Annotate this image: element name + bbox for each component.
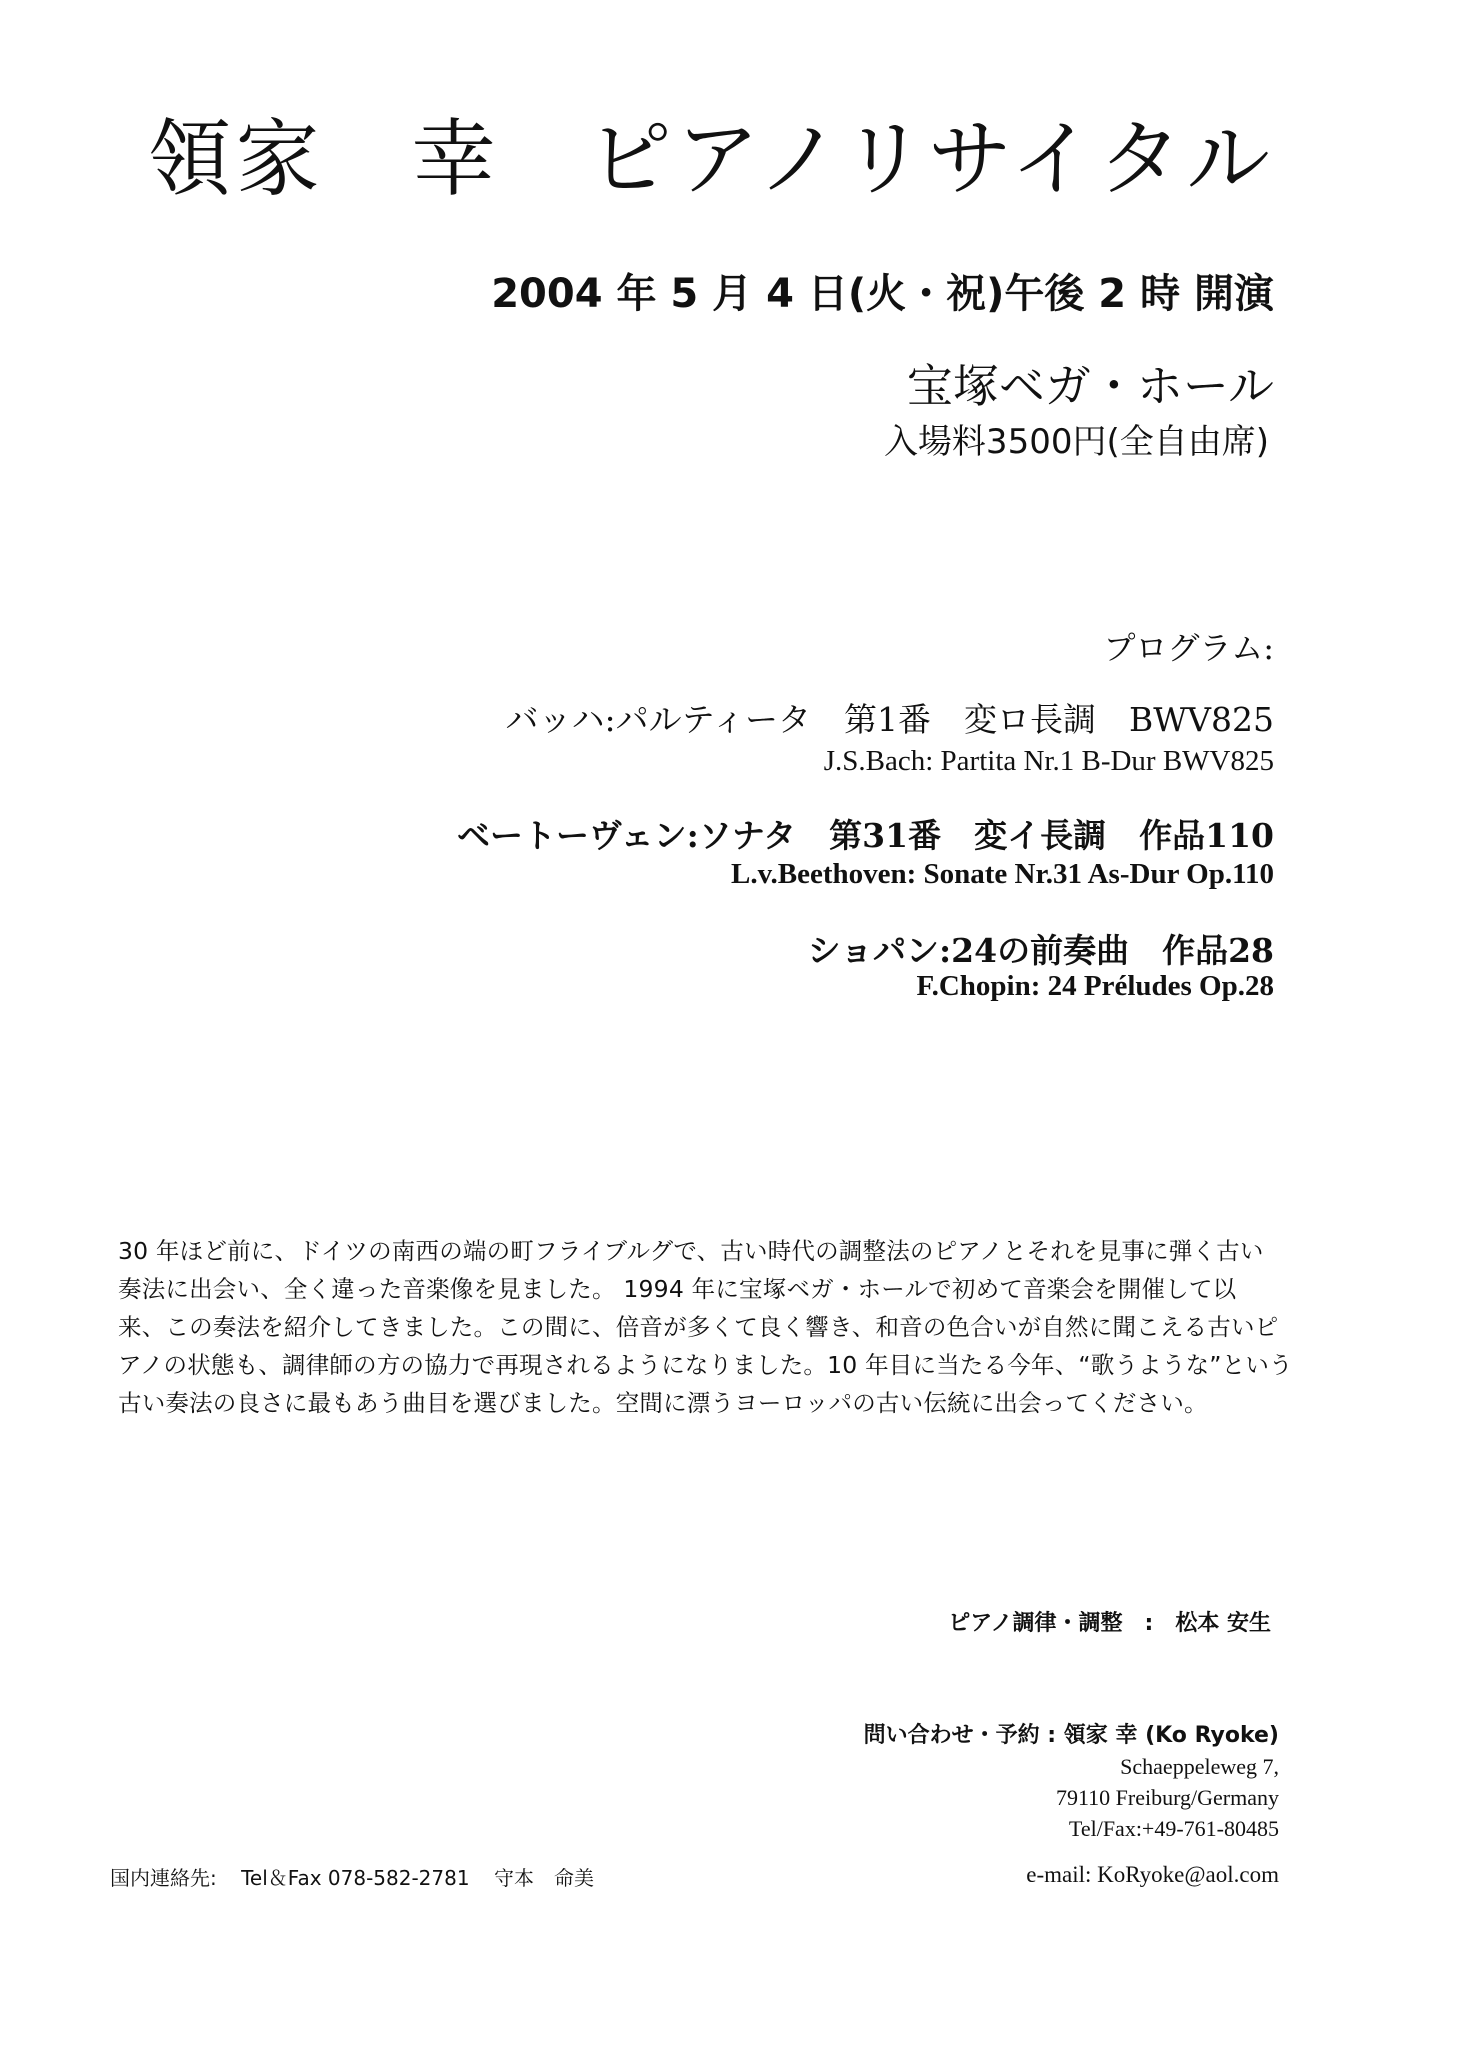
contact-label: 問い合わせ・予約 : 領家 幸 (Ko Ryoke) (863, 1723, 1279, 1748)
venue-name: 宝塚ベガ・ホール (906, 359, 1274, 413)
contact-address-street: Schaeppeleweg 7, (1120, 1754, 1279, 1779)
essay-line: 奏法に出会い、全く違った音楽像を見ました。 1994 年に宝塚ベガ・ホールで初めて音楽会を開催して以 (118, 1275, 1237, 1303)
admission-fee: 入場料3500円(全自由席) (883, 422, 1269, 462)
tuner-separator: : (1144, 1611, 1154, 1636)
contact-telfax: Tel/Fax:+49-761-80485 (1068, 1816, 1279, 1841)
tuner-credit (948, 1606, 1271, 1637)
domestic-label: 国内連絡先: (110, 1866, 217, 1890)
program-heading: プログラム: (1103, 629, 1274, 667)
essay-line: アノの状態も、調律師の方の協力で再現されるようになりました。10 年目に当たる今年、“歌うような”という (118, 1351, 1293, 1379)
program-item-3-en: F.Chopin: 24 Préludes Op.28 (916, 970, 1274, 1002)
program-item-2-en: L.v.Beethoven: Sonate Nr.31 As-Dur Op.110 (731, 858, 1274, 890)
contact-email: e-mail: KoRyoke@aol.com (1026, 1862, 1279, 1887)
essay-line: 来、この奏法を紹介してきました。この間に、倍音が多くて良く響き、和音の色合いが自然に聞こえる古いピ (118, 1313, 1279, 1341)
domestic-telfax: Tel＆Fax 078-582-2781 (241, 1866, 470, 1890)
contact-address-city: 79110 Freiburg/Germany (1055, 1785, 1279, 1810)
page-title: 領家 幸 ピアノリサイタル (147, 110, 1274, 208)
program-item-1-ja: バッハ:パルティータ 第1番 変ロ長調 BWV825 (505, 700, 1274, 739)
essay-paragraph (118, 1232, 1293, 1422)
program-item-2-ja: ベートーヴェン:ソナタ 第31番 変イ長調 作品110 (456, 816, 1274, 855)
program-item-3-ja: ショパン:24の前奏曲 作品28 (807, 931, 1274, 970)
program-item-1-en: J.S.Bach: Partita Nr.1 B-Dur BWV825 (823, 745, 1274, 777)
essay-line: 30 年ほど前に、ドイツの南西の端の町フライブルグで、古い時代の調整法のピアノとそれを見事に弾く古い (118, 1237, 1264, 1265)
concert-date: 2004 年 5 月 4 日(火・祝)午後 2 時 開演 (491, 271, 1274, 317)
essay-line: 古い奏法の良さに最もあう曲目を選びました。空間に漂うヨーロッパの古い伝統に出会ってください。 (118, 1389, 1208, 1417)
tuner-name: 松本 安生 (1175, 1611, 1271, 1636)
tuner-label: ピアノ調律・調整 (948, 1611, 1123, 1636)
contact-block (864, 1720, 1279, 1844)
domestic-contact (110, 1862, 612, 1891)
domestic-name: 守本 命美 (493, 1866, 594, 1890)
